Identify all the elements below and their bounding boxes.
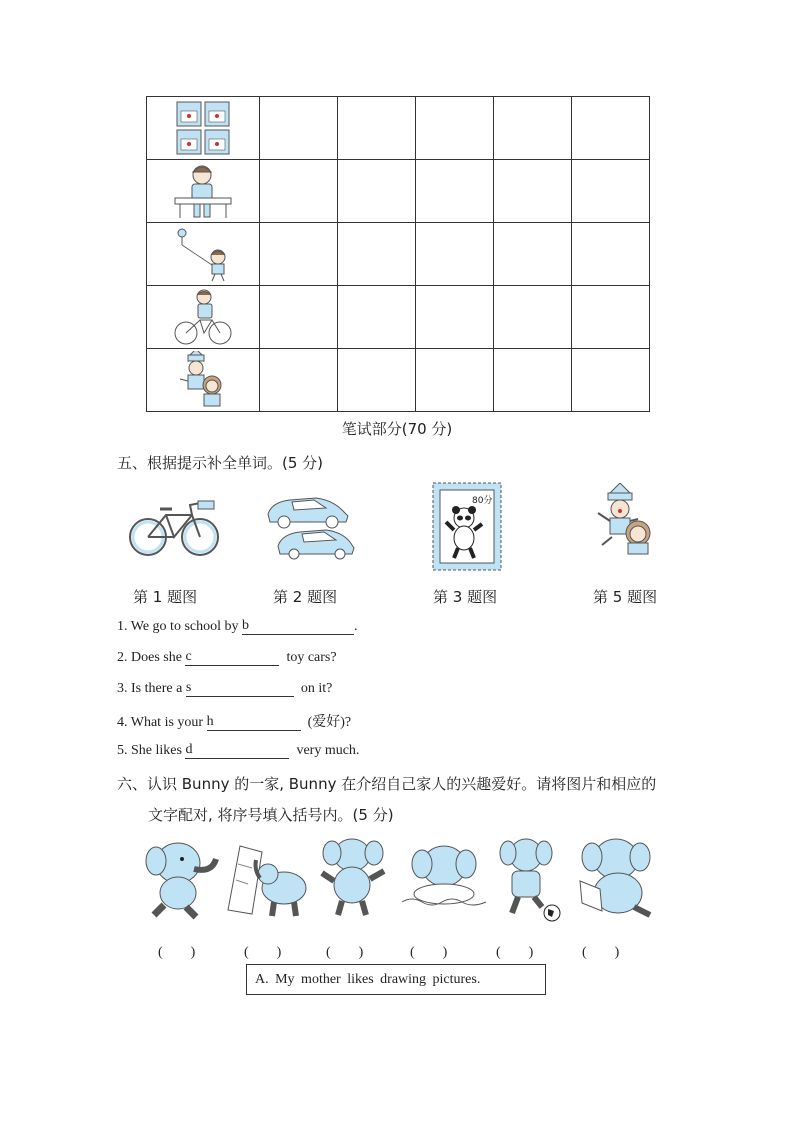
clown-and-doll-picture: [147, 349, 260, 412]
grid-cell[interactable]: [416, 223, 494, 286]
answer-paren-6[interactable]: ( ): [582, 945, 620, 960]
stamp-price: 80分: [472, 496, 493, 506]
grid-cell[interactable]: [260, 97, 338, 160]
question-1-text: 1. We go to school by: [117, 619, 242, 634]
grid-cell[interactable]: [572, 97, 650, 160]
answer-blank-4[interactable]: [207, 714, 301, 731]
clown-and-doll-picture-5: [592, 483, 662, 555]
question-3-end: on it?: [300, 681, 333, 696]
elephant-swimming-picture: [398, 838, 490, 913]
answer-paren-4[interactable]: ( ): [410, 945, 448, 960]
elephant-painting-picture: [222, 840, 314, 920]
grid-cell[interactable]: [260, 223, 338, 286]
answer-blank-2[interactable]: [185, 649, 279, 666]
boy-at-desk-picture: [147, 160, 260, 223]
grid-cell[interactable]: [494, 223, 572, 286]
grid-cell[interactable]: [338, 160, 416, 223]
question-3-text: 3. Is there a: [117, 681, 186, 696]
grid-row-stamps: [147, 97, 650, 160]
answer-grid: [146, 96, 650, 412]
answer-paren-1[interactable]: ( ): [158, 945, 196, 960]
section6-title-line1: 六、认识 Bunny 的一家, Bunny 在介绍自己家人的兴趣爱好。请将图片和相应的: [117, 775, 657, 793]
grid-cell[interactable]: [338, 286, 416, 349]
question-1-end: .: [354, 619, 358, 634]
caption-3: 第 3 题图: [433, 588, 498, 606]
question-3: [117, 680, 332, 697]
answer-paren-5[interactable]: ( ): [496, 945, 534, 960]
written-part-heading: 笔试部分(70 分): [341, 420, 453, 438]
hint-letter-4: h: [206, 714, 214, 729]
grid-row-dolls: [147, 349, 650, 412]
answer-paren-2[interactable]: ( ): [244, 945, 282, 960]
grid-cell[interactable]: [572, 160, 650, 223]
grid-cell[interactable]: [494, 349, 572, 412]
grid-cell[interactable]: [260, 160, 338, 223]
section6-title-line2: 文字配对, 将序号填入括号内。(5 分): [148, 806, 394, 824]
hint-letter-5: d: [185, 742, 193, 757]
grid-cell[interactable]: [572, 286, 650, 349]
grid-cell[interactable]: [572, 349, 650, 412]
grid-row-bike: [147, 286, 650, 349]
answer-blank-3[interactable]: [186, 680, 294, 697]
grid-cell[interactable]: [338, 97, 416, 160]
grid-cell[interactable]: [416, 97, 494, 160]
grid-cell[interactable]: [416, 286, 494, 349]
grid-cell[interactable]: [260, 349, 338, 412]
grid-cell[interactable]: [338, 349, 416, 412]
answer-paren-3[interactable]: ( ): [326, 945, 364, 960]
caption-1: 第 1 题图: [133, 588, 198, 606]
hint-letter-2: c: [185, 649, 192, 664]
question-2: [117, 649, 337, 666]
caption-5: 第 5 题图: [593, 588, 658, 606]
stamps-picture: [147, 97, 260, 160]
elephant-running-picture: [142, 835, 222, 920]
question-1: [117, 618, 358, 635]
question-5: [117, 742, 359, 759]
question-2-text: 2. Does she: [117, 650, 186, 665]
grid-row-desk: [147, 160, 650, 223]
hint-letter-1: b: [242, 618, 249, 633]
boy-riding-bike-picture: [147, 286, 260, 349]
grid-cell[interactable]: [416, 349, 494, 412]
hint-letter-3: s: [185, 680, 192, 695]
grid-cell[interactable]: [494, 97, 572, 160]
panda-stamp-picture: [432, 482, 502, 571]
question-2-end: toy cars?: [286, 650, 337, 665]
question-4-text: 4. What is your: [117, 715, 207, 730]
answer-blank-1[interactable]: [242, 618, 354, 635]
caption-2: 第 2 题图: [273, 588, 338, 606]
option-box: [246, 964, 546, 995]
bicycle-picture: [128, 497, 220, 559]
section5-title: 五、根据提示补全单词。(5 分): [117, 454, 324, 472]
question-5-end: very much.: [296, 743, 360, 758]
grid-cell[interactable]: [260, 286, 338, 349]
elephant-dancing-picture: [318, 833, 388, 918]
elephant-playing-football-picture: [494, 833, 564, 923]
question-5-text: 5. She likes: [117, 743, 186, 758]
answer-blank-5[interactable]: [185, 742, 289, 759]
grid-row-kite: [147, 223, 650, 286]
elephant-reading-picture: [574, 835, 658, 920]
grid-cell[interactable]: [416, 160, 494, 223]
option-a: A. My mother likes drawing pictures.: [255, 972, 481, 987]
grid-cell[interactable]: [572, 223, 650, 286]
toy-cars-picture: [264, 490, 356, 560]
girl-flying-kite-picture: [147, 223, 260, 286]
question-4-end: (爱好)?: [307, 715, 352, 730]
grid-cell[interactable]: [494, 286, 572, 349]
grid-cell[interactable]: [494, 160, 572, 223]
question-4: [117, 711, 351, 731]
grid-cell[interactable]: [338, 223, 416, 286]
